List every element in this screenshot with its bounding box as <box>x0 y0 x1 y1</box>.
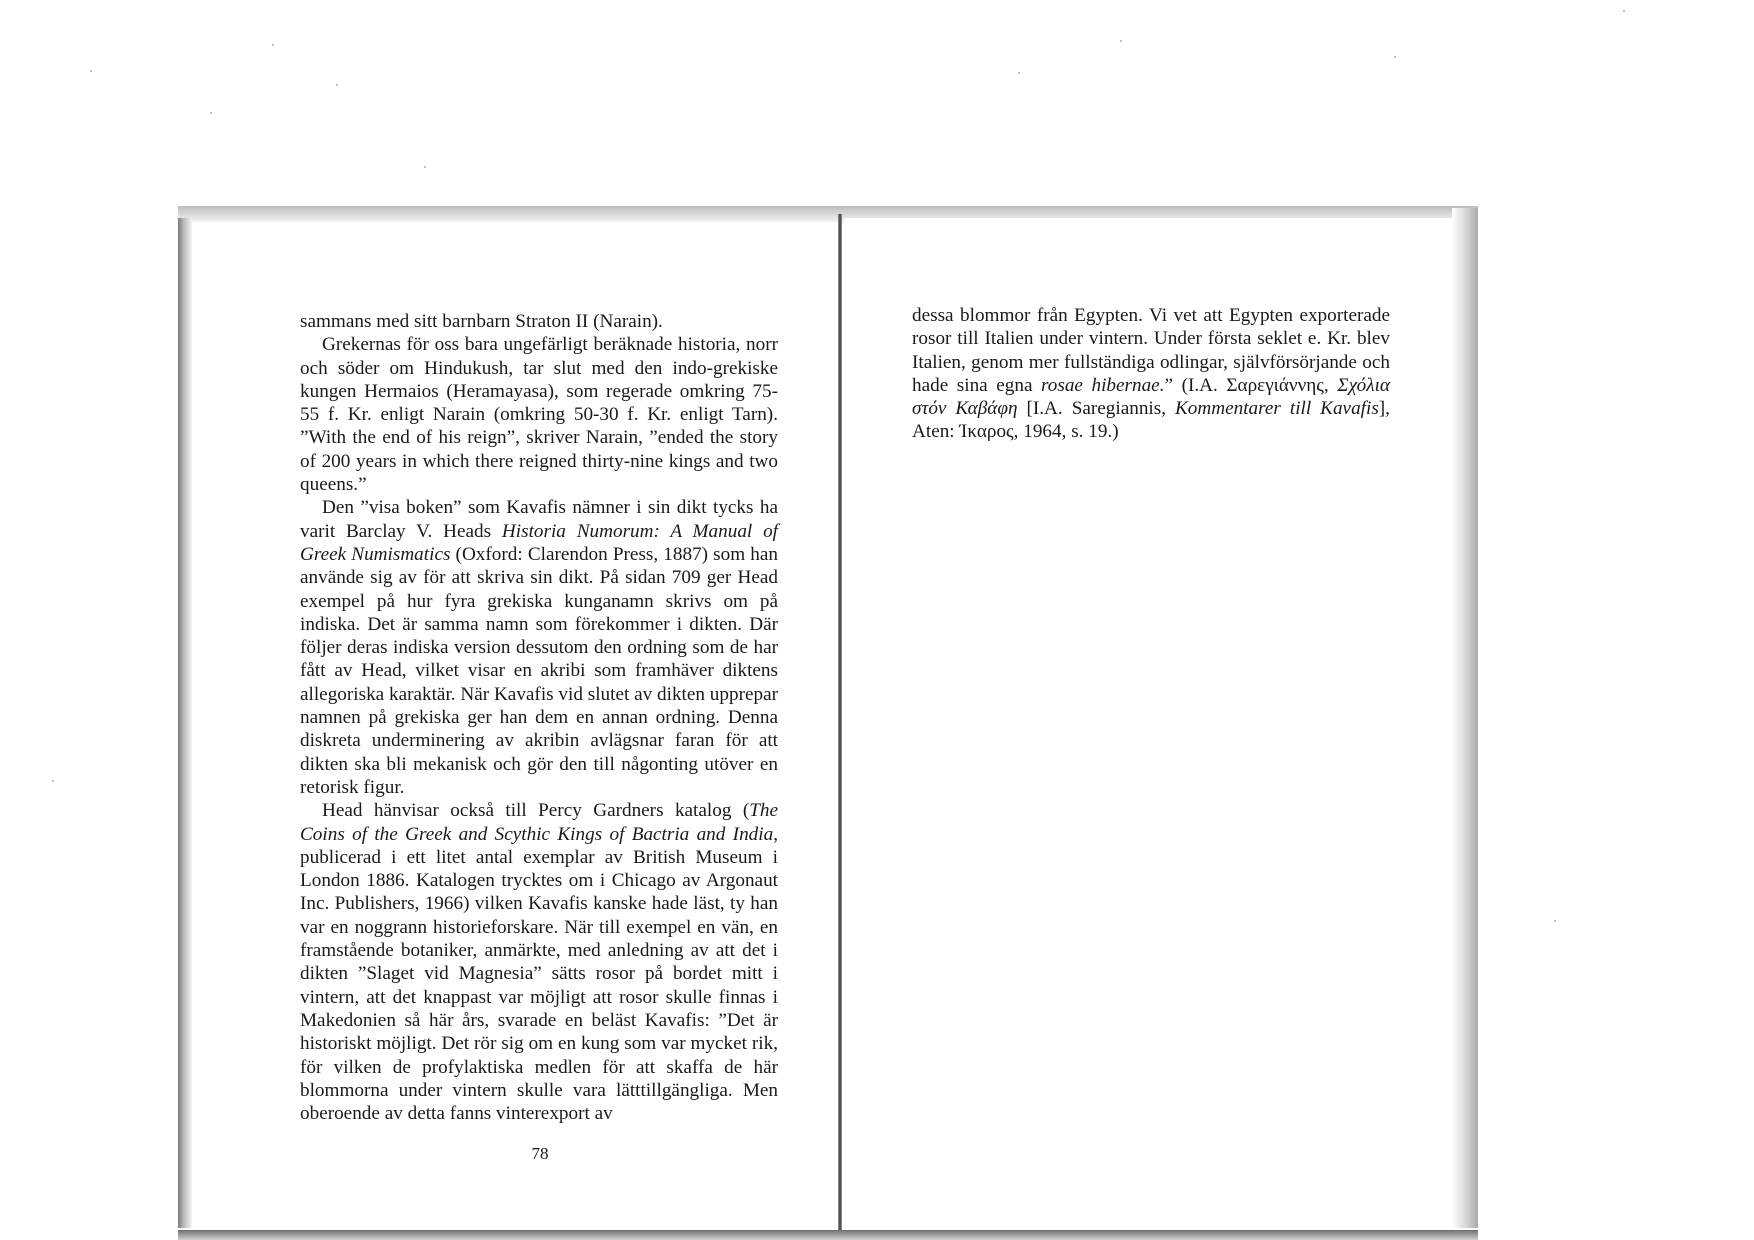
paragraph-text: ], Aten: Ίκαρος, 1964, s. 19.) <box>912 398 1390 443</box>
paragraph <box>300 310 778 333</box>
paragraph-text: [I.A. Saregiannis, <box>1017 398 1175 420</box>
book-title: Kommentarer till Kavafis <box>1175 398 1379 420</box>
latin-term: rosae hibernae. <box>1041 374 1165 396</box>
paragraph-text: sammans med sitt barnbarn Straton II (Narain). <box>300 311 663 332</box>
scan-speck <box>1554 920 1556 922</box>
scan-speck <box>424 166 426 168</box>
scan-speck <box>210 112 212 114</box>
paragraph <box>300 799 778 1125</box>
book-bottom-edge <box>178 1230 1478 1240</box>
paragraph <box>300 333 778 496</box>
scan-speck <box>1120 40 1122 42</box>
book-title: The Coins of the Greek and Scythic Kings of Bactria and India <box>300 800 778 845</box>
page-number: 78 <box>531 1144 549 1163</box>
paragraph-text: , publicerad i ett litet antal exemplar av British Museum i London 1886. Katalogen trycktes om i Chicago av Argonaut Inc. Publishers, 1966) vilken Kavafis kanske hade läst, ty han var en noggrann historieforskare. När till exempel en vän, en framstående botaniker, anmärkte, med anledning av att det i dikten ”Slaget vid Magnesia” sätts rosor på bordet mitt i vintern, att det knappast var möjligt att rosor skulle finnas i Makedonien så här års, svarade en beläst Kavafis: ”Det är historiskt möjligt. Det rör sig om en kung som var mycket rik, för vilken de profylaktiska medlen för att skaffa de här blommorna under vintern skulle vara lätttillgängliga. Men oberoende av detta fanns vinterexport av <box>300 823 778 1125</box>
paragraph <box>912 304 1390 444</box>
scan-speck <box>1018 72 1020 74</box>
scan-speck <box>336 84 338 86</box>
scan-speck <box>1623 10 1625 12</box>
scan-speck <box>272 44 274 46</box>
paragraph <box>300 496 778 799</box>
left-page-text <box>300 310 778 1125</box>
scan-speck <box>90 70 92 72</box>
paragraph-text: Head hänvisar också till Percy Gardners katalog ( <box>322 800 750 822</box>
book-right-edge <box>1452 208 1478 1228</box>
scan-speck <box>52 780 54 782</box>
paragraph-text: (Oxford: Clarendon Press, 1887) som han använde sig av för att skriva sin dikt. På sidan 709 ger Head exempel på hur fyra grekiska kunganamn skrivs om på indiska. Det är samma namn som förekommer i dikten. Där följer deras indiska version dessutom den ordning som de har fått av Head, vilket visar en akribi som framhäver diktens allegoriska karaktär. När Kavafis vid slutet av dikten upprepar namnen på grekiska ger han dem en annan ordning. Denna diskreta underminering av akribin avlägsnar faran för att dikten ska bli mekanisk och gör den till någonting utöver en retorisk figur. <box>300 543 778 798</box>
paragraph-text: dessa blommor från Egypten. Vi vet att Egypten exporterade rosor till Italien under vintern. Under första seklet e. Kr. blev Italien, genom mer fullständiga odlingar, självförsörjande och hade sina egna <box>912 305 1390 396</box>
paragraph-text: Den ”visa boken” som Kavafis nämner i sin dikt tycks ha varit Barclay V. Heads <box>300 497 778 542</box>
paragraph-text: Grekernas för oss bara ungefärligt beräknade historia, norr och söder om Hindukush, tar slut med den indo-grekiske kungen Hermaios (Heramayasa), som regerade omkring 75-55 f. Kr. enligt Narain (omkring 50-30 f. Kr. enligt Tarn). ”With the end of his reign”, skriver Narain, ”ended the story of 200 years in which there reigned thirty-nine kings and two queens.” <box>300 334 778 496</box>
book-left-edge <box>178 218 192 1228</box>
book-title: Historia Numorum: A Manual of Greek Numismatics <box>300 520 778 565</box>
book-gutter <box>838 214 842 1230</box>
scan-speck <box>1394 56 1396 58</box>
right-page-text <box>912 304 1390 444</box>
paragraph-text: ” (I.A. Σαρεγιάννης, <box>1164 374 1338 396</box>
book-title: Σχόλια στόν Καβάφη <box>912 374 1390 420</box>
